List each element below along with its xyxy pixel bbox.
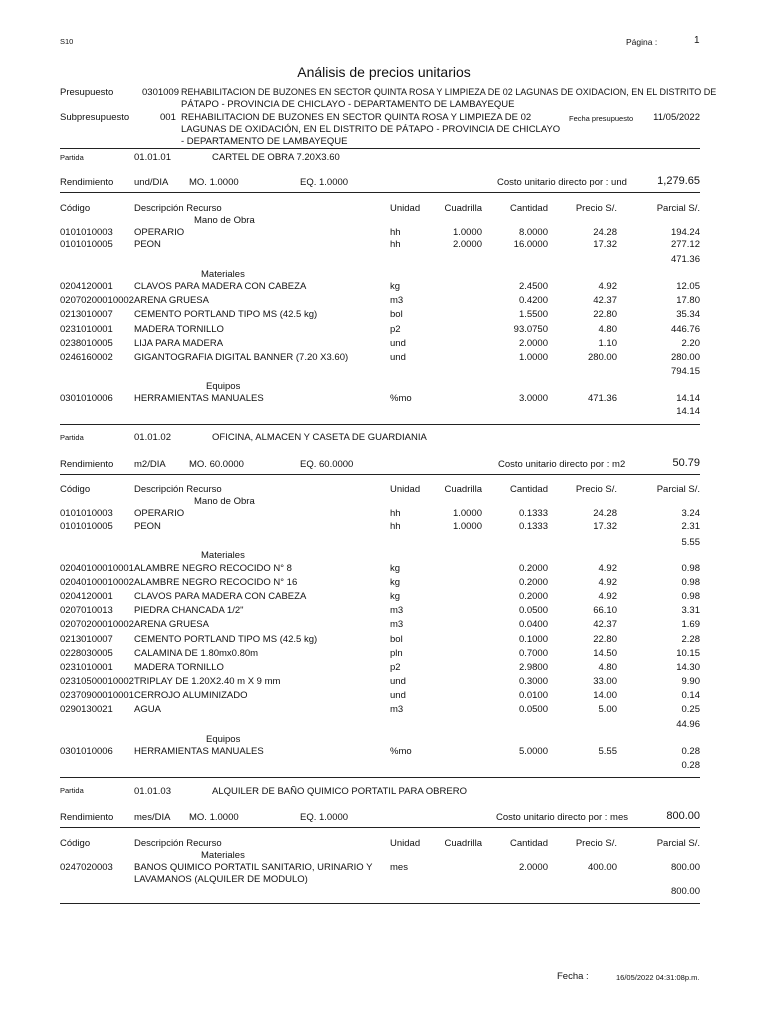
row-codigo: 02310500010002	[60, 675, 134, 687]
subtotal: 14.14	[676, 406, 700, 417]
row-precio: 42.37	[593, 619, 617, 631]
row-precio: 33.00	[593, 675, 617, 687]
row-precio: 14.50	[593, 647, 617, 659]
row-precio: 17.32	[593, 239, 617, 250]
row-parcial: 14.14	[676, 393, 700, 404]
row-parcial: 0.25	[681, 704, 700, 715]
divider	[60, 827, 700, 828]
row-parcial: 3.24	[681, 508, 700, 519]
row-codigo: 0290130021	[60, 704, 113, 715]
row-descripcion: LIJA PARA MADERA	[134, 337, 224, 349]
row-descripcion: MADERA TORNILLO	[134, 323, 224, 335]
col-unidad: Unidad	[390, 203, 421, 214]
section-equipos: Equipos	[206, 734, 241, 745]
row-codigo: 0213010007	[60, 309, 113, 321]
section-equipos: Equipos	[206, 381, 241, 392]
row-parcial: 17.80	[676, 295, 700, 307]
row-unidad: %mo	[390, 746, 412, 757]
row-codigo: 0213010007	[60, 633, 113, 645]
footer-fecha-value: 16/05/2022 04:31:08p.m.	[616, 973, 700, 982]
col-cantidad: Cantidad	[509, 838, 548, 849]
subpresupuesto-line3: - DEPARTAMENTO DE LAMBAYEQUE	[181, 136, 348, 147]
row-cantidad: 93.0750	[513, 323, 548, 335]
divider	[60, 777, 700, 778]
row-cantidad: 1.0000	[518, 352, 548, 363]
row-cantidad: 0.2000	[518, 563, 548, 574]
presupuesto-label: Presupuesto	[60, 87, 114, 98]
row-precio: 24.28	[593, 227, 617, 238]
rendimiento-unit: mes/DIA	[134, 812, 171, 823]
report-code: S10	[60, 37, 74, 46]
row-descripcion: CERROJO ALUMINIZADO	[134, 689, 248, 701]
row-precio: 4.92	[598, 563, 617, 574]
row-parcial: 12.05	[676, 281, 700, 292]
costo-value: 800.00	[666, 810, 700, 822]
row-unidad: kg	[390, 563, 401, 574]
row-unidad: hh	[390, 520, 401, 532]
subtotal: 800.00	[670, 886, 700, 897]
row-descripcion: HERRAMIENTAS MANUALES	[134, 393, 264, 404]
row-codigo: 02070200010002	[60, 295, 134, 307]
row-unidad: p2	[390, 661, 401, 673]
row-parcial: 280.00	[670, 352, 700, 363]
row-codigo: 0228030005	[60, 647, 113, 659]
col-cuadrilla: Cuadrilla	[444, 484, 482, 495]
row-unidad: m3	[390, 295, 404, 307]
row-parcial: 35.34	[676, 309, 700, 321]
col-precio: Precio S/.	[575, 838, 617, 849]
row-codigo: 0204120001	[60, 281, 113, 292]
row-precio: 1.10	[598, 337, 617, 349]
row-codigo: 0301010006	[60, 393, 113, 404]
row-codigo: 0231010001	[60, 661, 113, 673]
page-title: Análisis de precios unitarios	[297, 64, 471, 80]
costo-label: Costo unitario directo por : mes	[496, 812, 629, 823]
col-parcial: Parcial S/.	[656, 838, 700, 849]
costo-value: 50.79	[672, 457, 700, 469]
row-codigo: 0207010013	[60, 605, 113, 617]
rendimiento-unit: m2/DIA	[134, 459, 166, 470]
rendimiento-unit: und/DIA	[134, 177, 169, 188]
row-precio: 42.37	[593, 295, 617, 307]
row-codigo: 0204120001	[60, 591, 113, 603]
row-cantidad: 3.0000	[518, 393, 548, 404]
row-cantidad: 16.0000	[513, 239, 548, 250]
col-codigo: Código	[60, 838, 91, 849]
row-parcial: 0.98	[681, 591, 700, 603]
row-parcial: 277.12	[670, 239, 700, 250]
row-unidad: und	[390, 689, 406, 701]
row-precio: 14.00	[593, 689, 617, 701]
divider	[60, 903, 700, 904]
rendimiento-label: Rendimiento	[60, 177, 114, 188]
row-codigo: 02040100010002	[60, 577, 134, 589]
row-descripcion: ALAMBRE NEGRO RECOCIDO N° 16	[134, 577, 298, 589]
row-descripcion: CEMENTO PORTLAND TIPO MS (42.5 kg)	[134, 309, 318, 321]
col-parcial: Parcial S/.	[656, 203, 700, 214]
row-unidad: mes	[390, 862, 408, 873]
row-precio: 5.55	[598, 746, 617, 757]
row-parcial: 2.20	[681, 337, 700, 349]
row-codigo: 02040100010001	[60, 563, 134, 574]
row-unidad: p2	[390, 323, 401, 335]
row-cantidad: 0.7000	[518, 647, 548, 659]
row-unidad: hh	[390, 227, 401, 238]
divider	[60, 424, 700, 425]
col-unidad: Unidad	[390, 838, 421, 849]
row-precio: 66.10	[593, 605, 617, 617]
mo-value: MO. 1.0000	[189, 812, 239, 823]
subtotal: 5.55	[681, 537, 700, 548]
partida-name: OFICINA, ALMACEN Y CASETA DE GUARDIANIA	[212, 432, 427, 443]
row-cantidad: 2.9800	[518, 661, 548, 673]
row-codigo: 0231010001	[60, 323, 113, 335]
row-cantidad: 0.0100	[518, 689, 548, 701]
row-unidad: hh	[390, 508, 401, 519]
row-unidad: m3	[390, 605, 404, 617]
row-unidad: kg	[390, 281, 401, 292]
col-precio: Precio S/.	[575, 203, 617, 214]
eq-value: EQ. 1.0000	[300, 177, 349, 188]
row-unidad: und	[390, 337, 406, 349]
row-codigo: 02070200010002	[60, 619, 134, 631]
row-descripcion: GIGANTOGRAFIA DIGITAL BANNER (7.20 X3.60)	[134, 352, 349, 363]
row-descripcion: ARENA GRUESA	[134, 295, 209, 307]
col-unidad: Unidad	[390, 484, 421, 495]
col-cantidad: Cantidad	[509, 203, 548, 214]
row-precio: 400.00	[587, 862, 617, 873]
row-codigo: 0101010003	[60, 227, 113, 238]
row-parcial: 2.28	[681, 633, 700, 645]
row-parcial: 3.31	[681, 605, 700, 617]
page-number: 1	[694, 35, 700, 46]
eq-value: EQ. 60.0000	[300, 459, 354, 470]
row-cantidad: 0.0500	[518, 605, 548, 617]
row-descripcion: OPERARIO	[134, 227, 185, 238]
row-cantidad: 0.1333	[518, 520, 548, 532]
row-precio: 280.00	[587, 352, 617, 363]
col-precio: Precio S/.	[575, 484, 617, 495]
partida-name: CARTEL DE OBRA 7.20X3.60	[212, 152, 340, 163]
row-precio: 24.28	[593, 508, 617, 519]
row-cantidad: 8.0000	[518, 227, 548, 238]
col-descripcion: Descripción Recurso	[134, 203, 222, 214]
subtotal: 0.28	[681, 760, 700, 771]
row-cantidad: 2.4500	[518, 281, 548, 292]
col-parcial: Parcial S/.	[656, 484, 700, 495]
row-descripcion: CLAVOS PARA MADERA CON CABEZA	[134, 591, 307, 603]
row-cuadrilla: 1.0000	[452, 508, 482, 519]
row-codigo: 0101010003	[60, 508, 113, 519]
row-parcial: 9.90	[681, 675, 700, 687]
row-descripcion: CEMENTO PORTLAND TIPO MS (42.5 kg)	[134, 633, 318, 645]
row-parcial: 446.76	[670, 323, 700, 335]
page-label: Página :	[626, 37, 658, 47]
row-descripcion: PIEDRA CHANCADA 1/2"	[134, 605, 244, 617]
mo-value: MO. 60.0000	[189, 459, 244, 470]
row-parcial: 0.28	[681, 746, 700, 757]
row-cantidad: 0.1333	[518, 508, 548, 519]
row-descripcion: MADERA TORNILLO	[134, 661, 224, 673]
row-parcial: 0.98	[681, 577, 700, 589]
row-parcial: 194.24	[670, 227, 700, 238]
partida-label: Partida	[60, 153, 84, 162]
subtotal: 44.96	[676, 719, 700, 730]
section-mano-obra: Mano de Obra	[194, 215, 255, 226]
row-codigo: 0101010005	[60, 239, 113, 250]
divider	[60, 148, 700, 149]
col-cuadrilla: Cuadrilla	[444, 203, 482, 214]
row-descripcion: AGUA	[134, 704, 161, 715]
col-cantidad: Cantidad	[509, 484, 548, 495]
row-descripcion-cont: LAVAMANOS (ALQUILER DE MODULO)	[134, 874, 308, 885]
row-precio: 4.80	[598, 323, 617, 335]
row-codigo: 0101010005	[60, 520, 113, 532]
costo-label: Costo unitario directo por : m2	[498, 459, 626, 470]
row-descripcion: PEON	[134, 520, 161, 532]
row-parcial: 14.30	[676, 661, 700, 673]
row-codigo: 0238010005	[60, 337, 113, 349]
subpresupuesto-line1: REHABILITACION DE BUZONES EN SECTOR QUINTA ROSA Y LIMPIEZA DE 02	[181, 112, 532, 123]
row-descripcion: PEON	[134, 239, 161, 250]
row-precio: 471.36	[587, 393, 617, 404]
row-descripcion: CLAVOS PARA MADERA CON CABEZA	[134, 281, 307, 292]
row-precio: 22.80	[593, 633, 617, 645]
row-parcial: 10.15	[676, 647, 700, 659]
row-cantidad: 0.0500	[518, 704, 548, 715]
row-cantidad: 0.1000	[518, 633, 548, 645]
row-codigo: 0247020003	[60, 862, 113, 873]
row-unidad: kg	[390, 577, 401, 589]
row-precio: 5.00	[598, 704, 617, 715]
row-cantidad: 0.4200	[518, 295, 548, 307]
row-descripcion: ALAMBRE NEGRO RECOCIDO N° 8	[134, 563, 292, 574]
section-materiales: Materiales	[201, 269, 245, 280]
row-descripcion: ARENA GRUESA	[134, 619, 209, 631]
fecha-presupuesto-label: Fecha presupuesto	[569, 114, 634, 123]
col-codigo: Código	[60, 203, 91, 214]
col-descripcion: Descripción Recurso	[134, 838, 222, 849]
row-cantidad: 0.3000	[518, 675, 548, 687]
presupuesto-code: 0301009	[142, 87, 179, 98]
divider	[60, 192, 700, 193]
partida-code: 01.01.01	[134, 152, 171, 163]
partida-name: ALQUILER DE BAÑO QUIMICO PORTATIL PARA OBRERO	[212, 786, 467, 797]
eq-value: EQ. 1.0000	[300, 812, 349, 823]
mo-value: MO. 1.0000	[189, 177, 239, 188]
row-unidad: und	[390, 675, 406, 687]
row-descripcion: CALAMINA DE 1.80mx0.80m	[134, 647, 259, 659]
row-cuadrilla: 1.0000	[452, 520, 482, 532]
col-descripcion: Descripción Recurso	[134, 484, 222, 495]
row-parcial: 1.69	[681, 619, 700, 631]
row-unidad: bol	[390, 633, 403, 645]
partida-code: 01.01.02	[134, 432, 171, 443]
subpresupuesto-line2: LAGUNAS DE OXIDACIÓN, EN EL DISTRITO DE PÁTAPO - PROVINCIA DE CHICLAYO	[181, 124, 561, 135]
row-codigo: 0301010006	[60, 746, 113, 757]
col-cuadrilla: Cuadrilla	[444, 838, 482, 849]
rendimiento-label: Rendimiento	[60, 812, 114, 823]
partida-code: 01.01.03	[134, 786, 171, 797]
row-descripcion: HERRAMIENTAS MANUALES	[134, 746, 264, 757]
row-precio: 4.92	[598, 281, 617, 292]
row-unidad: m3	[390, 619, 404, 631]
row-unidad: pln	[390, 647, 403, 659]
row-descripcion: BANOS QUIMICO PORTATIL SANITARIO, URINARIO Y	[134, 862, 373, 873]
rendimiento-label: Rendimiento	[60, 459, 114, 470]
row-unidad: bol	[390, 309, 403, 321]
row-unidad: m3	[390, 704, 404, 715]
costo-value: 1,279.65	[657, 175, 700, 187]
section-mano-obra: Mano de Obra	[194, 496, 255, 507]
row-precio: 4.92	[598, 577, 617, 589]
costo-label: Costo unitario directo por : und	[497, 177, 627, 188]
row-precio: 4.92	[598, 591, 617, 603]
presupuesto-line1: REHABILITACION DE BUZONES EN SECTOR QUINTA ROSA Y LIMPIEZA DE 02 LAGUNAS DE OXIDACION, EN EL DISTRITO DE	[181, 87, 717, 97]
row-parcial: 0.98	[681, 563, 700, 574]
row-cantidad: 0.2000	[518, 577, 548, 589]
fecha-presupuesto-value: 11/05/2022	[653, 112, 700, 123]
subtotal: 471.36	[670, 254, 700, 265]
subpresupuesto-code: 001	[160, 112, 176, 123]
row-cuadrilla: 1.0000	[452, 227, 482, 238]
row-cantidad: 2.0000	[518, 337, 548, 349]
row-cantidad: 5.0000	[518, 746, 548, 757]
partida-label: Partida	[60, 786, 84, 795]
row-cantidad: 0.0400	[518, 619, 548, 631]
row-parcial: 2.31	[681, 520, 700, 532]
row-parcial: 800.00	[670, 862, 700, 873]
col-codigo: Código	[60, 484, 91, 495]
row-unidad: kg	[390, 591, 401, 603]
row-precio: 4.80	[598, 661, 617, 673]
row-precio: 22.80	[593, 309, 617, 321]
section-materiales: Materiales	[201, 850, 245, 861]
row-cantidad: 1.5500	[518, 309, 548, 321]
row-unidad: und	[390, 352, 406, 363]
subpresupuesto-label: Subpresupuesto	[60, 112, 130, 123]
divider	[60, 474, 700, 475]
row-codigo: 0246160002	[60, 352, 113, 363]
row-cantidad: 0.2000	[518, 591, 548, 603]
row-codigo: 02370900010001	[60, 689, 134, 701]
footer-fecha-label: Fecha :	[557, 971, 589, 982]
row-unidad: %mo	[390, 393, 412, 404]
section-materiales: Materiales	[201, 550, 245, 561]
presupuesto-line2: PÁTAPO - PROVINCIA DE CHICLAYO - DEPARTAMENTO DE LAMBAYEQUE	[181, 99, 515, 110]
row-precio: 17.32	[593, 520, 617, 532]
row-cuadrilla: 2.0000	[452, 239, 482, 250]
partida-label: Partida	[60, 433, 84, 442]
row-parcial: 0.14	[681, 689, 700, 701]
row-unidad: hh	[390, 239, 401, 250]
subtotal: 794.15	[670, 366, 700, 377]
row-cantidad: 2.0000	[518, 862, 548, 873]
row-descripcion: TRIPLAY DE 1.20X2.40 m X 9 mm	[134, 675, 281, 687]
row-descripcion: OPERARIO	[134, 508, 185, 519]
